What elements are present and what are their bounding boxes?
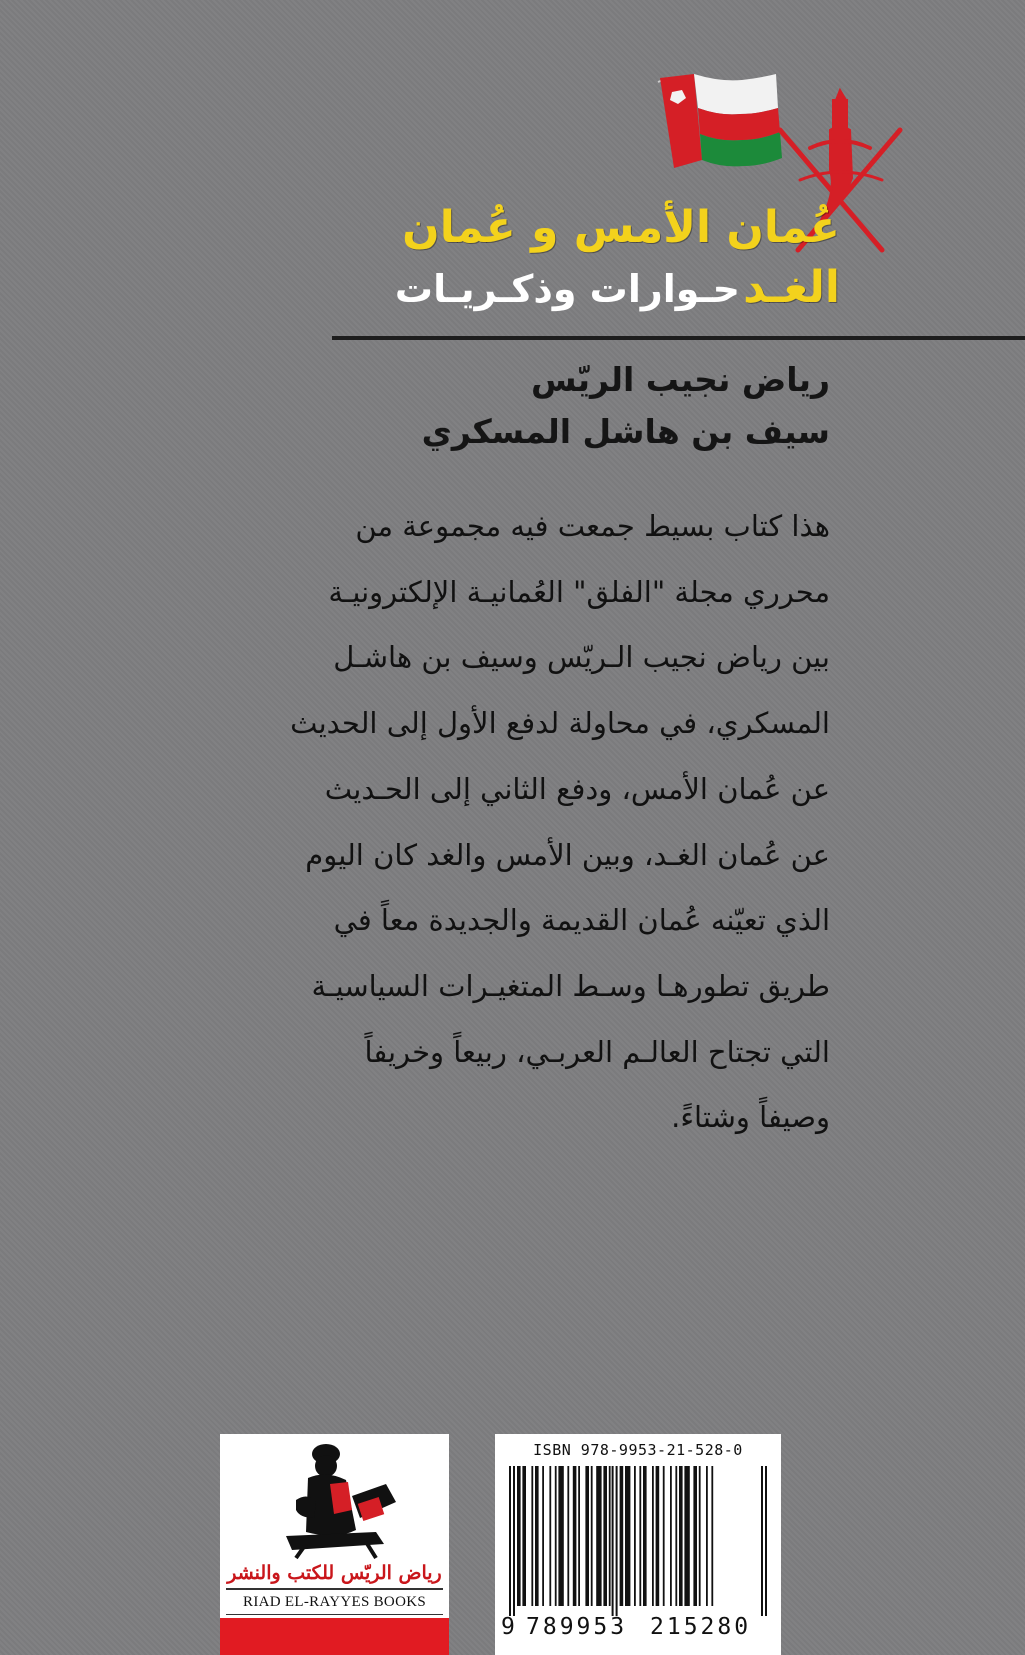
isbn-barcode [495,1434,781,1655]
publisher-red-band [220,1618,449,1655]
blurb-line: عن عُمان الغـد، وبين الأمس والغد كان اليوم [305,837,830,872]
blurb-line: بين رياض نجيب الـريّس وسيف بن هاشـل [333,640,830,675]
divider [226,1614,443,1615]
ean-right-group: 215280 [650,1614,752,1640]
blurb-line: المسكري، في محاولة لدفع الأول إلى الحديث [290,706,830,741]
blurb-line: هذا كتاب بسيط جمعت فيه مجموعة من [355,509,830,543]
writer-figure-logo-icon [256,1440,416,1560]
ean-left-group: 789953 [526,1614,628,1640]
blurb-line: وصيفاً وشتاءً. [671,1100,830,1135]
publisher-logo-box [220,1434,449,1655]
blurb-line: محرري مجلة "الفلق" العُمانيـة الإلكترونيـة [328,574,830,609]
ean-first-digit: 9 [501,1614,515,1640]
author-name: رياض نجيب الريّس [531,360,830,399]
book-subtitle: حـوارات وذكـريـات [394,267,740,311]
publisher-name-english: RIAD EL-RAYYES BOOKS [243,1594,426,1610]
blurb-line: عن عُمان الأمس، ودفع الثاني إلى الحـديث [324,771,830,806]
isbn-number: ISBN 978-9953-21-528-0 [533,1441,743,1459]
divider [226,1588,443,1590]
title-divider [332,336,1025,340]
blurb [290,494,830,1151]
blurb-line: الذي تعيّنه عُمان القديمة والجديدة معاً في [333,903,830,938]
book-title: عُمان الأمس و عُمان الغـد [402,202,840,313]
publisher-name-arabic: رياض الريّس للكتب والنشر [227,1562,442,1584]
barcode-bars-icon [509,1466,767,1616]
oman-flag-icon [658,74,782,168]
author-name: سيف بن هاشل المسكري [421,412,830,451]
blurb-line: التي تجتاح العالـم العربـي، ربيعاً وخريفاً [364,1034,830,1069]
ean-digits [495,1614,781,1644]
blurb-line: طريق تطورهـا وسـط المتغيـرات السياسيـة [311,968,830,1003]
